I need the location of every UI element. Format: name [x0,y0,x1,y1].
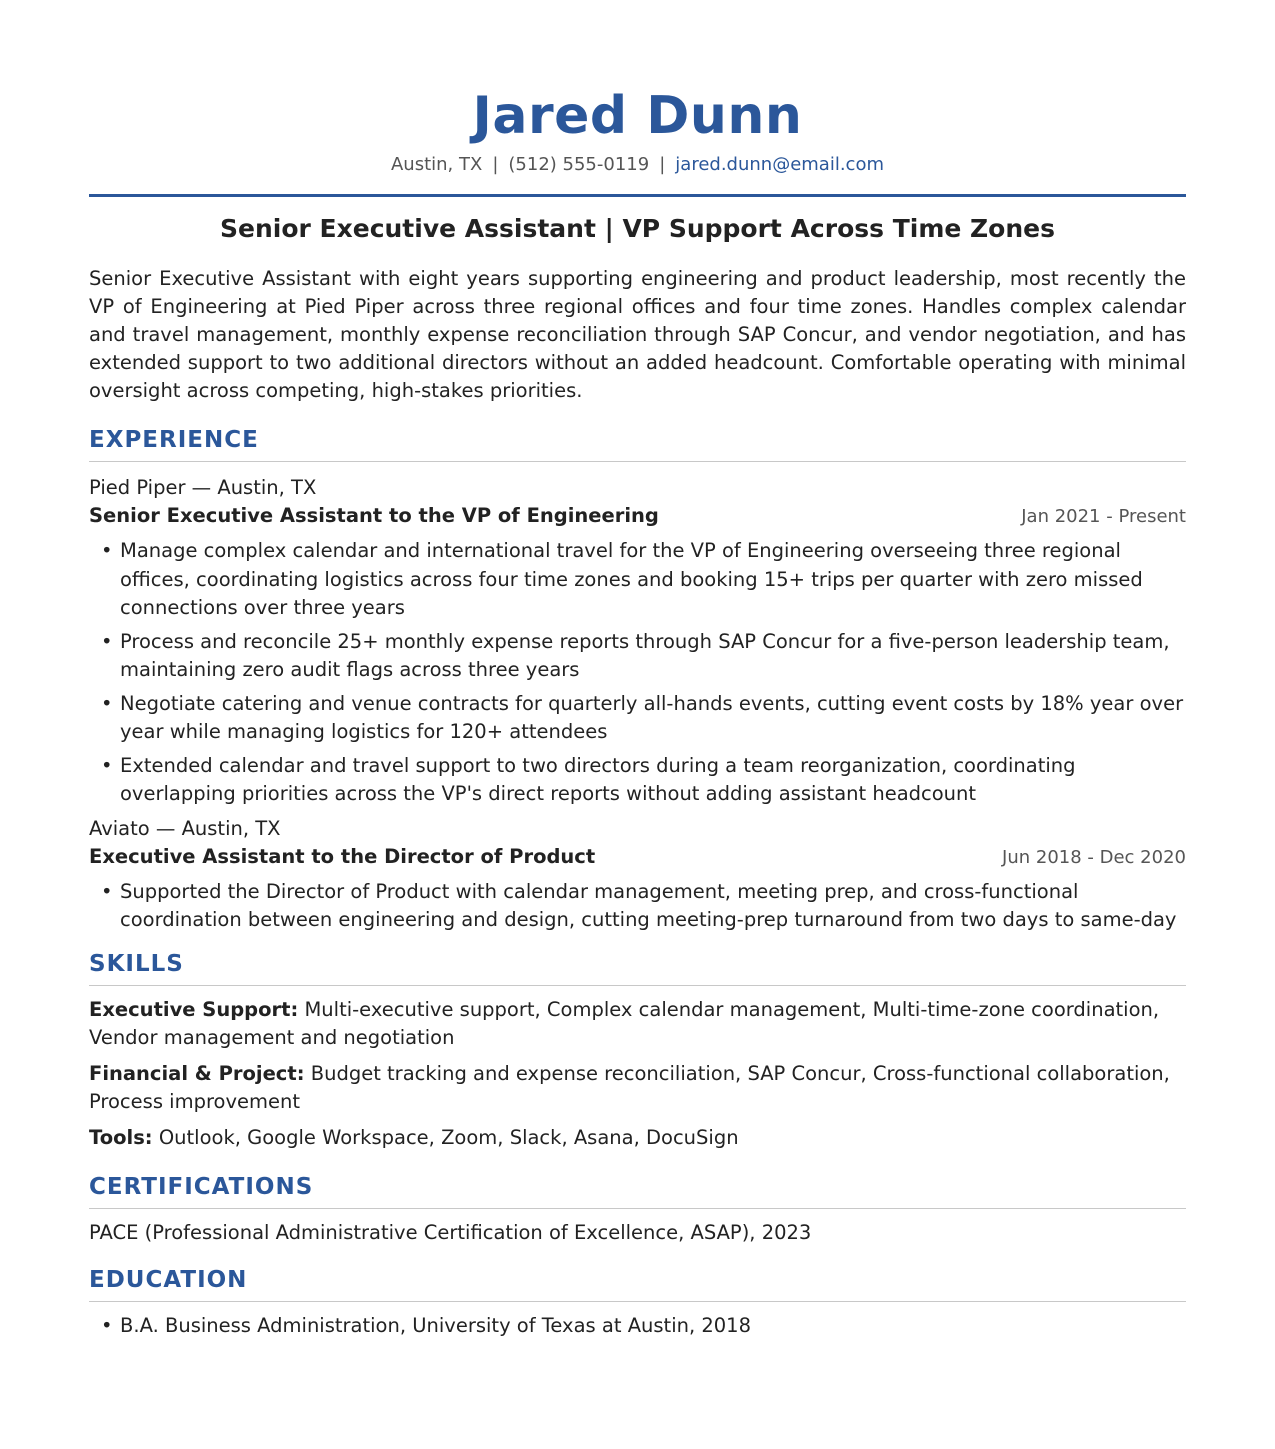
professional-headline: Senior Executive Assistant | VP Support Across Time Zones [220,214,1055,243]
job-bullet [89,537,1186,623]
job-role-row [89,502,1186,531]
skill-group [89,996,1186,1052]
certifications-section-title: CERTIFICATIONS [89,1173,314,1200]
professional-summary: Senior Executive Assistant with eight years supporting engineering and product leadership, most recently the VP of Engineering at Pied Piper across three regional offices and four time zones. Handles complex calendar and travel management, monthly expense reconciliation through SAP Concur, and vendor negotiation, and has extended support to two additional directors without an added headcount. Comfortable operating with minimal oversight across competing, high-stakes priorities. [89,267,1186,402]
contact-separator: | [492,154,499,175]
contact-separator: | [659,154,666,175]
job-bullet [89,878,1186,935]
resume-page [89,0,1186,1340]
job-bullet-list [89,878,1186,935]
bullet-glyph: • [101,1313,113,1337]
job-role-row [89,843,1186,872]
job-bullet-text: Extended calendar and travel support to two directors during a team reorganization, coordinating overlapping priorities across the VP's direct reports without adding assistant headcount [120,753,1076,805]
job-company: Pied Piper — Austin, TX [89,476,317,499]
job-bullet-text: Negotiate catering and venue contracts for quarterly all-hands events, cutting event costs by 18% year over year while managing logistics for 120+ attendees [120,691,1184,743]
skill-group [89,1124,1186,1152]
job-bullet [89,628,1186,685]
contact-phone: (512) 555-0119 [508,154,650,175]
skill-group-label: Tools: [89,1125,153,1149]
contact-line [89,154,1186,176]
skill-group-items: Outlook, Google Workspace, Zoom, Slack, Asana, DocuSign [158,1125,739,1149]
section-divider [89,461,1186,462]
bullet-glyph: • [101,539,113,562]
certification-item: PACE (Professional Administrative Certification of Excellence, ASAP), 2023 [89,1220,812,1244]
header-divider [89,194,1186,197]
job-dates: Jan 2021 - Present [1021,506,1186,527]
job-bullet-text: Process and reconcile 25+ monthly expense reports through SAP Concur for a five-person leadership team, maintaining zero audit flags across three years [120,629,1170,681]
education-section-title: EDUCATION [89,1266,248,1293]
bullet-glyph: • [101,629,113,653]
job-bullet [89,752,1186,809]
job-bullet-list [89,537,1186,809]
job-bullet-text: Manage complex calendar and international travel for the VP of Engineering overseeing three regional offices, coordinating logistics across four time zones and booking 15+ trips per quarter with zero missed connections over three years [120,539,1143,619]
skill-group [89,1060,1186,1116]
education-item [89,1312,1186,1341]
education-list [89,1312,1186,1341]
education-item-text: B.A. Business Administration, University of Texas at Austin, 2018 [120,1313,751,1337]
job-dates: Jun 2018 - Dec 2020 [1002,846,1186,868]
job-entry [89,474,1186,809]
skill-group-label: Financial & Project: [89,1061,305,1085]
section-divider [89,985,1186,986]
contact-location: Austin, TX [390,154,483,175]
skill-group-items: Budget tracking and expense reconciliation, SAP Concur, Cross-functional collaboration, Process improvement [89,1061,1170,1113]
job-entry [89,815,1186,935]
job-bullet-text: Supported the Director of Product with calendar management, meeting prep, and cross-functional coordination between engineering and design, cutting meeting-prep turnaround from two days to same-day [120,879,1177,931]
skill-group-items: Multi-executive support, Complex calendar management, Multi-time-zone coordination, Vendor management and negotiation [89,997,1160,1049]
job-bullet [89,690,1186,747]
candidate-name: Jared Dunn [472,86,803,146]
bullet-glyph: • [101,691,113,715]
job-company: Aviato — Austin, TX [89,816,281,840]
job-role: Senior Executive Assistant to the VP of Engineering [89,504,659,527]
job-role: Executive Assistant to the Director of Product [89,844,596,868]
bullet-glyph: • [101,753,113,777]
bullet-glyph: • [101,879,113,903]
section-divider [89,1301,1186,1302]
skills-section-title: SKILLS [89,950,184,977]
contact-email-link[interactable]: jared.dunn@email.com [675,154,884,175]
skill-group-label: Executive Support: [89,997,299,1021]
experience-section-title: EXPERIENCE [89,427,259,453]
section-divider [89,1208,1186,1209]
